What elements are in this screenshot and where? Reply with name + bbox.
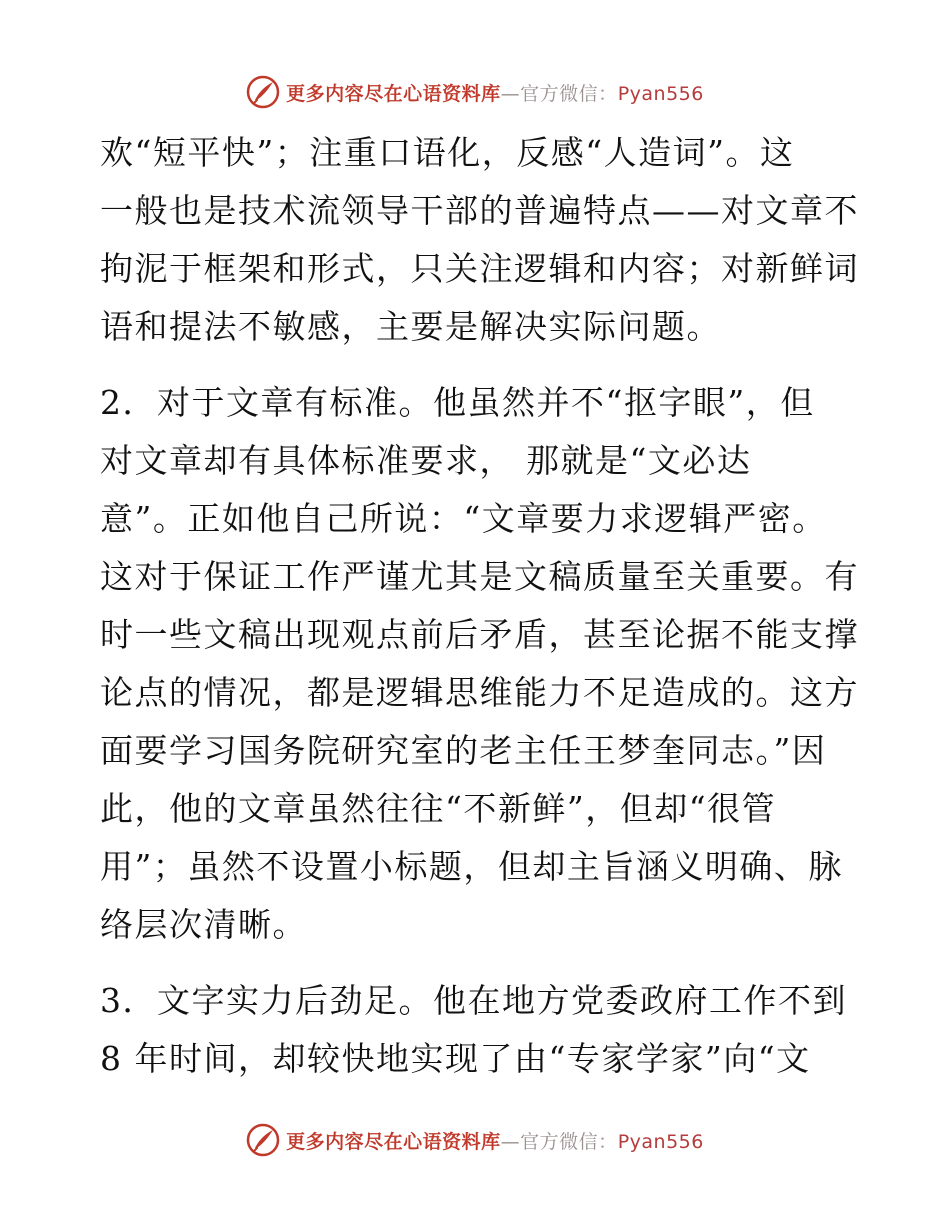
text-line: 2．对于文章有标准。他虽然并不“抠字眼”，但 <box>100 383 815 422</box>
text-line: 3．文字实力后劲足。他在地方党委政府工作不到 <box>100 981 847 1020</box>
text-line: 意”。正如他自己所说：“文章要力求逻辑严密。 <box>100 499 827 538</box>
watermark-wechat-label: 官方微信： <box>520 1130 618 1153</box>
quill-pen-logo-icon <box>246 75 280 109</box>
watermark-inner <box>246 75 704 109</box>
text-line: 欢“短平快”；注重口语化，反感“人造词”。这 <box>100 133 795 172</box>
watermark-wechat-id: Pyan556 <box>617 1130 704 1153</box>
text-line: 语和提法不敏感，主要是解决实际问题。 <box>100 307 721 346</box>
watermark-site-name: 更多内容尽在心语资料库 <box>286 1130 501 1153</box>
document-body <box>100 124 860 1088</box>
header-watermark <box>0 72 950 112</box>
paragraph-gap <box>100 954 860 972</box>
text-line: 这对于保证工作严谨尤其是文稿质量至关重要。有 <box>100 557 859 596</box>
paragraph <box>100 124 860 356</box>
watermark-site-name: 更多内容尽在心语资料库 <box>286 82 501 105</box>
watermark-dash: — <box>500 1130 521 1153</box>
watermark-wechat-id: Pyan556 <box>617 82 704 105</box>
text-line: 一般也是技术流领导干部的普遍特点——对文章不 <box>100 191 859 230</box>
paragraph-gap <box>100 356 860 374</box>
text-line: 论点的情况，都是逻辑思维能力不足造成的。这方 <box>100 673 859 712</box>
watermark-inner <box>246 1123 704 1157</box>
footer-watermark <box>0 1120 950 1160</box>
text-line: 8 年时间，却较快地实现了由“专家学家”向“文 <box>100 1039 811 1078</box>
text-line: 络层次清晰。 <box>100 905 307 944</box>
text-line: 时一些文稿出现观点前后矛盾，甚至论据不能支撑 <box>100 615 859 654</box>
text-line: 此，他的文章虽然往往“不新鲜”，但却“很管 <box>100 789 777 828</box>
paragraph <box>100 972 860 1088</box>
paragraph <box>100 374 860 954</box>
watermark-dash: — <box>500 82 521 105</box>
watermark-wechat-label: 官方微信： <box>520 82 618 105</box>
text-line: 对文章却有具体标准要求， 那就是“文必达 <box>100 441 752 480</box>
quill-pen-logo-icon <box>246 1123 280 1157</box>
text-line: 拘泥于框架和形式，只关注逻辑和内容；对新鲜词 <box>100 249 859 288</box>
text-line: 用”；虽然不设置小标题，但却主旨涵义明确、脉 <box>100 847 843 886</box>
text-line: 面要学习国务院研究室的老主任王梦奎同志。”因 <box>100 731 827 770</box>
